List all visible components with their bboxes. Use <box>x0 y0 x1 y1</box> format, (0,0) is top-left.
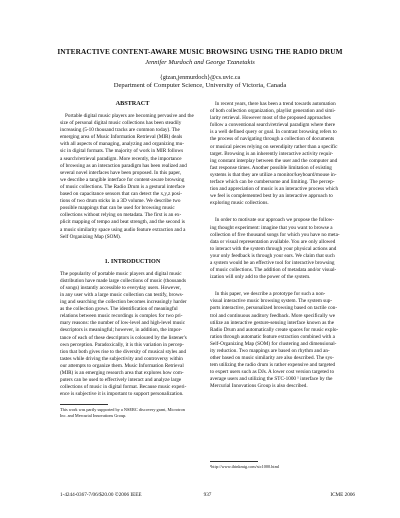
body-line: of music collections. The addition of metadata and/or visual- <box>210 267 337 274</box>
body-line: target. Browsing is an inherently interactive activity requir- <box>210 150 334 157</box>
intro-line: ence is subjective it is important to support personalization. <box>60 391 184 398</box>
author-email: {gtzan,jenmurdoch}@cs.uvic.ca <box>159 74 241 81</box>
right-paragraph-2 <box>210 217 355 281</box>
body-line: larity retrieval. However most of the proposed approaches <box>210 115 331 122</box>
intro-line: collections of music in digital format. Because music experi- <box>60 384 187 391</box>
abstract-line: plicit mapping of tempo and beat strength, and the second is <box>60 219 185 226</box>
body-line: other based on music similarity are also described. The sys- <box>210 355 334 362</box>
abstract-line: Self Organizing Map (SOM). <box>60 233 121 240</box>
body-line: data or visual representation available. You are only allowed <box>210 238 336 245</box>
intro-line: in any user with a large music collection can testify, brows- <box>60 291 184 298</box>
intro-line: puters can be used to effectively interact and analyze large <box>60 377 182 384</box>
footnote-line: This work was partly supported by a NSERC discovery grant, Microtron <box>60 407 185 413</box>
body-line: terface which can be cumbersome and limiting. The percep- <box>210 179 335 186</box>
right-paragraph-3 <box>210 291 355 390</box>
body-line: is a well defined query or goal. In contrast browsing refers to <box>210 129 337 136</box>
abstract-body <box>60 113 205 241</box>
body-line: In this paper, we describe a prototype for such a non- <box>215 291 326 298</box>
body-line: ing thought experiment: imagine that you want to browse a <box>210 224 333 231</box>
intro-line: tance of each of these descriptors is coloured by the listener's <box>60 334 187 341</box>
footnote-url: ¹http://www.thinkmig.com/stc1000.html <box>210 463 280 469</box>
body-line: ports interactive, personalized browsing based on tactile con- <box>210 305 338 312</box>
footnote-rule <box>210 461 258 462</box>
abstract-line: with all aspects of managing, analyzing and organizing mu- <box>60 141 184 148</box>
intro-line: The popularity of portable music players and digital music <box>60 270 182 277</box>
intro-line: own perception. Paradoxically, it is this variation in percep- <box>60 341 184 348</box>
intro-line: descriptors is meaningful; however, in addition, the impor- <box>60 327 182 334</box>
footer-venue: ICME 2006 <box>330 492 355 498</box>
abstract-heading: ABSTRACT <box>115 100 150 107</box>
body-line: exploring music collections. <box>210 200 269 207</box>
body-line: to interact with the system through your physical actions and <box>210 245 337 252</box>
abstract-line: a search/retrieval paradigm. More recently, the importance <box>60 155 182 162</box>
right-column <box>210 101 355 469</box>
abstract-line: collections without relying on metadata. The first is an ex- <box>60 212 182 219</box>
abstract-line: tions of two drum sticks in a 3D volume. We describe two <box>60 198 181 205</box>
body-line: systems is that they are utilize a monitor/keyboard/mouse in- <box>210 171 337 178</box>
body-line: ity reduction. Two mappings are based on rhythm and an- <box>210 348 330 354</box>
body-line: of both collection organization, playlist generation and simi- <box>210 108 336 115</box>
body-line: ration through automatic feature extraction combined with a <box>210 333 335 340</box>
body-line: ing constant interplay between the user and the computer and <box>210 157 338 164</box>
body-line: In recent years, there has been a trend towards automation <box>215 101 336 107</box>
intro-line: tastes while driving the subjectivity and controversy within <box>60 355 183 362</box>
abstract-line: of browsing as an interaction paradigm has been realized and <box>60 162 187 169</box>
abstract-line: of music collections. The Radio Drum is a gestural interface <box>60 183 185 190</box>
body-line: Self-Organizing Map (SOM) for clustering and dimensional- <box>210 340 337 347</box>
abstract-line: sic in digital formats. The majority of work in MIR follows <box>60 148 184 155</box>
intro-line: our attempts to organize them. Music Information Retrieval <box>60 362 184 369</box>
body-line: ization will only add to the power of the system. <box>210 274 311 281</box>
body-line: we feel is complemented best by an interactive approach to <box>210 193 333 200</box>
introduction-body <box>60 271 205 399</box>
intro-line: (MIR) is an emerging research area that explores how com- <box>60 370 184 376</box>
body-line: tem utilizing the radio drum is rather expensive and targeted <box>210 362 336 369</box>
paper-authors: Jennifer Murdoch and George Tzanetakis <box>145 59 255 66</box>
body-line: average users and utilizing the STC-1000 ¹ interface by the <box>210 376 333 383</box>
abstract-line: increasing (5-10 thousand tracks are common today). The <box>60 127 180 134</box>
footer-isbn: 1-4244-0367-7/06/$20.00 ©2006 IEEE <box>60 492 142 498</box>
abstract-line: possible mappings that can be used for browsing music <box>60 205 175 212</box>
body-line: In order to motivate our approach we propose the follow- <box>215 217 335 224</box>
abstract-line: we describe a tangible interface for content-aware browsing <box>60 176 185 183</box>
intro-line: mary reasons: the number of low-level and high-level music <box>60 320 186 327</box>
body-line: to expert users such as DJs. A lower cost version targeted to <box>210 369 335 376</box>
author-affiliation: Department of Computer Science, University of Victoria, Canada <box>113 82 287 89</box>
body-line: the process of navigating through a collection of documents <box>210 136 335 143</box>
introduction-heading: 1. INTRODUCTION <box>104 257 161 265</box>
abstract-line: Portable digital music players are becoming pervasive and the <box>65 113 194 119</box>
body-line: fast response times. Another possible limitation of existing <box>210 164 332 171</box>
intro-line: as the collection grows. The identification of meaningful <box>60 306 178 313</box>
footnote-line: Inc. and Mercurial Innovations Group. <box>60 412 127 418</box>
body-line: utilize an interactive gesture-sensing interface known as the <box>210 319 335 326</box>
footnote-rule <box>60 404 108 405</box>
body-line: Radio Drum and automatically create spaces for music explo- <box>210 326 339 333</box>
body-line: collection of five thousand songs for which you have no meta- <box>210 231 340 238</box>
abstract-line: several novel interfaces have been proposed. In this paper, <box>60 169 182 176</box>
paper-title: INTERACTIVE CONTENT-AWARE MUSIC BROWSING USING THE RADIO DRUM <box>57 47 343 56</box>
abstract-line: based on capacitance sensors that can detect the x,y,z posi- <box>60 191 182 198</box>
intro-line: tion that both gives rise to the diversity of musical styles and <box>60 348 187 355</box>
abstract-line: a music similarity space using audio feature extraction and a <box>60 226 186 233</box>
body-line: tion and appreciation of music is an interactive process which <box>210 186 339 193</box>
intro-line: of songs) instantly accessible to everyday users. However, <box>60 284 181 291</box>
intro-line: relations between music recordings is complex for two pri- <box>60 313 183 320</box>
left-column <box>60 100 205 419</box>
right-paragraph-1 <box>210 101 355 207</box>
body-line: follow a conventional search/retrieval paradigm where there <box>210 122 336 129</box>
intro-line: ing and searching the collection becomes increasingly harder <box>60 299 187 306</box>
body-line: your only feedback is through your ears. We claim that such <box>210 252 335 259</box>
body-line: trol and continuous auditory feedback. More specifically we <box>210 312 336 319</box>
abstract-line: emerging area of Music Information Retrieval (MIR) deals <box>60 134 183 141</box>
body-line: or musical pieces relying on serendipity rather than a specific <box>210 143 338 150</box>
body-line: visual interactive music browsing system. The system sup- <box>210 298 333 305</box>
page-footer <box>60 492 355 499</box>
abstract-line: size of personal digital music collections has been steadily <box>60 120 182 127</box>
intro-line: distribution have made large collections of music (thousands <box>60 277 186 284</box>
body-line: a system would be an effective tool for interactive browsing <box>210 259 335 266</box>
footer-page-number: 937 <box>203 492 212 498</box>
body-line: Mercurial Innovations Group is also described. <box>210 383 308 390</box>
